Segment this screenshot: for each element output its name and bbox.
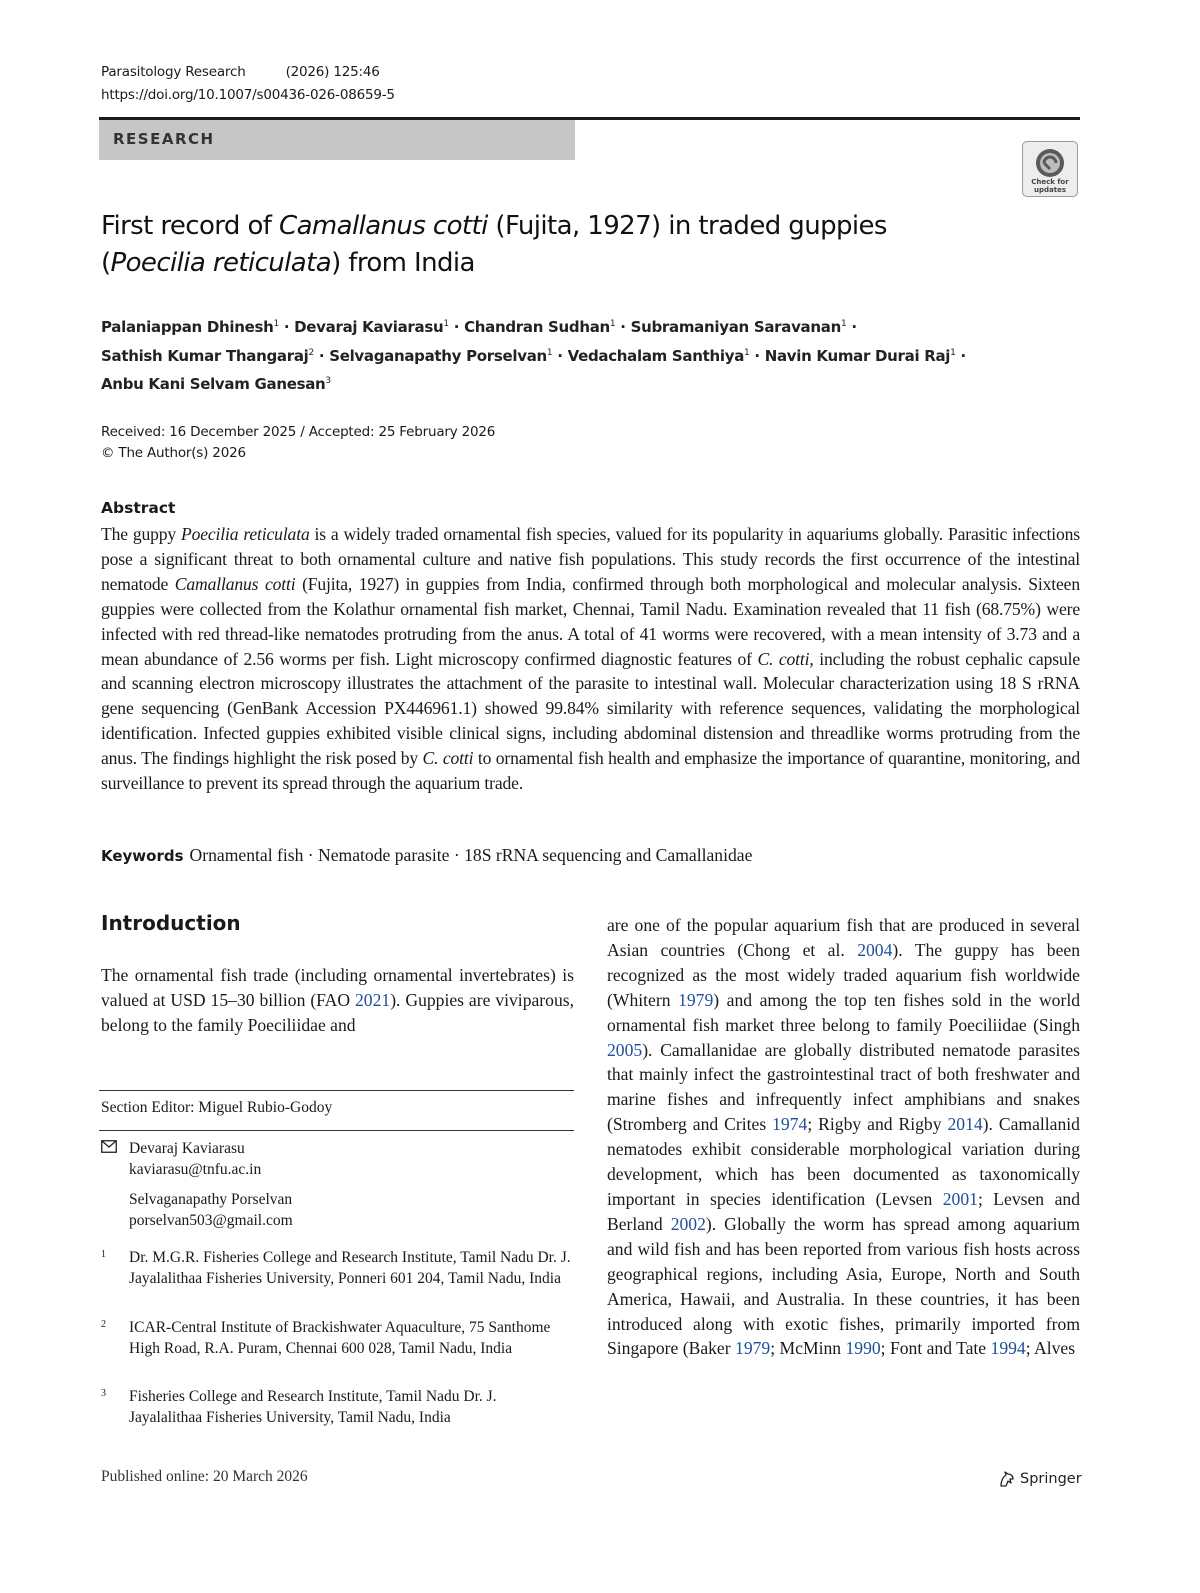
affiliation-text: ICAR-Central Institute of Brackishwater Aquaculture, 75 Santhome High Road, R.A. Puram, Chennai 600 028, Tamil Nadu, India: [129, 1319, 551, 1357]
published-online: Published online: 20 March 2026: [101, 1468, 308, 1485]
title-text: First record of: [101, 211, 280, 241]
journal-name: Parasitology Research: [101, 64, 246, 80]
envelope-icon: [101, 1139, 129, 1231]
section-banner: [99, 120, 575, 160]
section-label: RESEARCH: [113, 130, 215, 148]
author[interactable]: Vedachalam Santhiya$^1$: [567, 346, 750, 365]
citation-link[interactable]: 2002: [670, 1213, 706, 1234]
author[interactable]: Anbu Kani Selvam Ganesan$^3$: [101, 375, 331, 393]
author-list: Palaniappan Dhinesh$^1$ · Devaraj Kaviarasu$^1$ · Chandran Sudhan$^1$ · Subramaniyan Saravanan$^1$ · Sathish Kumar Thangaraj$^2$ · Selvaganapathy Porselvan$^1$ · Vedachalam Santhiya$^1$ · Navin Kumar Durai Raj$^1$ · Anbu Kani Selvam Ganesan$^3$: [101, 318, 966, 393]
keywords-text: Ornamental fish · Nematode parasite · 18S rRNA sequencing and Camallanidae: [189, 845, 753, 865]
title-paren: (: [101, 248, 111, 278]
citation-link[interactable]: 1994: [990, 1338, 1026, 1359]
author[interactable]: Selvaganapathy Porselvan$^1$: [329, 346, 553, 365]
title-host: Poecilia reticulata: [110, 248, 332, 278]
affiliation: [101, 1248, 571, 1289]
check-for-updates-badge[interactable]: [1022, 141, 1078, 197]
citation-link[interactable]: 1974: [772, 1114, 808, 1135]
publisher-logo[interactable]: [997, 1469, 1082, 1489]
affiliation-number: 2: [101, 1319, 106, 1330]
keywords: [101, 845, 1080, 866]
citation-link[interactable]: 2004: [857, 939, 893, 960]
doi-link[interactable]: https://doi.org/10.1007/s00436-026-08659-5: [101, 87, 395, 103]
springer-horse-icon: [997, 1469, 1017, 1489]
affiliation-number: 1: [101, 1249, 106, 1260]
citation: (2026) 125:46: [285, 64, 380, 80]
check-for-updates-icon: [1023, 142, 1077, 196]
affiliation-number: 3: [101, 1388, 106, 1399]
author[interactable]: Devaraj Kaviarasu$^1$: [294, 318, 449, 336]
publisher-name: Springer: [1020, 1471, 1082, 1487]
corr-author-name-2: Selvaganapathy Porselvan: [129, 1191, 293, 1208]
corr-author-email-2[interactable]: porselvan503@gmail.com: [129, 1211, 293, 1229]
author[interactable]: Sathish Kumar Thangaraj$^2$: [101, 346, 314, 365]
citation-link[interactable]: 2021: [355, 989, 391, 1010]
author[interactable]: Subramaniyan Saravanan$^1$: [630, 318, 847, 336]
affiliation: [101, 1318, 571, 1359]
affiliation-text: Fisheries College and Research Institute, Tamil Nadu Dr. J. Jayalalithaa Fisheries University, Tamil Nadu, India: [129, 1388, 497, 1426]
citation-link[interactable]: 1979: [735, 1338, 771, 1359]
author[interactable]: Navin Kumar Durai Raj$^1$: [764, 346, 956, 365]
author[interactable]: Palaniappan Dhinesh$^1$: [101, 318, 279, 336]
intro-left-column: The ornamental fish trade (including ornamental invertebrates) is valued at USD 15–30 billion (FAO 2021). Guppies are viviparous, belong to the family Poeciliidae and: [101, 965, 574, 1035]
title-text-3: ) from India: [331, 248, 475, 278]
abstract-body: The guppy Poecilia reticulata is a widely traded ornamental fish species, valued for its popularity in aquariums globally. Parasitic infections pose a significant threat to both ornamental culture and native fish populations. This study records the first occurrence of the intestinal nematode Camallanus cotti (Fujita, 1927) in guppies from India, confirmed through both morphological and molecular analysis. Sixteen guppies were collected from the Kolathur ornamental fish market, Chennai, Tamil Nadu. Examination revealed that 11 fish (68.75%) were infected with red thread-like nematodes protruding from the anus. A total of 41 worms were recovered, with a mean intensity of 3.73 and a mean abundance of 2.56 worms per fish. Light microscopy confirmed diagnostic features of C. cotti, including the robust cephalic capsule and scanning electron microscopy illustrates the attachment of the parasite to intestinal wall. Molecular characterization using 18 S rRNA gene sequencing (GenBank Accession PX446961.1) showed 99.84% similarity with reference sequences, validating the morphological identification. Infected guppies exhibited visible clinical signs, including abdominal distension and threadlike worms protruding from the anus. The findings highlight the risk posed by C. cotti to ornamental fish health and emphasize the importance of quarantine, monitoring, and surveillance to prevent its spread through the aquarium trade.: [101, 524, 1080, 794]
received-accepted: Received: 16 December 2025 / Accepted: 25 February 2026: [101, 424, 496, 440]
footnote-rule-2: [99, 1130, 574, 1131]
title-text-2: (Fujita, 1927) in traded guppies: [487, 211, 887, 241]
keywords-label: Keywords: [101, 847, 184, 865]
article-dates: [101, 422, 495, 464]
corresponding-authors: [101, 1139, 571, 1231]
introduction-heading: Introduction: [101, 911, 241, 935]
section-editor: Section Editor: Miguel Rubio-Godoy: [101, 1099, 333, 1116]
citation-link[interactable]: 2014: [947, 1114, 983, 1135]
intro-right-column: are one of the popular aquarium fish that are produced in several Asian countries (Chong et al. 2004). The guppy has been recognized as the most widely traded aquarium fish worldwide (Whitern 1979) and among the top ten fishes sold in the world ornamental fish market three belong to family Poeciliidae (Singh 2005). Camallanidae are globally distributed nematode parasites that mainly infect the gastrointestinal tract of both freshwater and marine fishes and infrequently infect amphibians and snakes (Stromberg and Crites 1974; Rigby and Rigby 2014). Camallanid nematodes exhibit considerable morphological variation during development, which has been documented as taxonomically important in species identification (Levsen 2001; Levsen and Berland 2002). Globally the worm has spread among aquarium and wild fish and has been reported from various fish hosts across geographical regions, including Asia, Europe, North and South America, Hawaii, and Australia. In these countries, it has been introduced along with exotic fishes, primarily imported from Singapore (Baker 1979; McMinn 1990; Font and Tate 1994; Alves: [607, 915, 1080, 1359]
copyright-line: © The Author(s) 2026: [101, 445, 246, 461]
citation-link[interactable]: 1990: [845, 1338, 881, 1359]
title-species: Camallanus cotti: [279, 211, 488, 241]
corr-author-name: Devaraj Kaviarasu: [129, 1140, 245, 1157]
citation-link[interactable]: 2001: [942, 1188, 978, 1209]
badge-text-1: Check for: [1031, 178, 1069, 186]
badge-text-2: updates: [1034, 186, 1066, 194]
citation-link[interactable]: 1979: [678, 989, 714, 1010]
affiliation: [101, 1387, 571, 1428]
footnote-rule: [99, 1090, 574, 1091]
abstract-heading: Abstract: [101, 499, 176, 517]
affiliation-text: Dr. M.G.R. Fisheries College and Research Institute, Tamil Nadu Dr. J. Jayalalithaa Fisheries University, Ponneri 601 204, Tamil Nadu, India: [129, 1249, 571, 1287]
citation-link[interactable]: 2005: [607, 1039, 643, 1060]
corr-author-email[interactable]: kaviarasu@tnfu.ac.in: [129, 1160, 262, 1178]
article-title: [101, 208, 1001, 282]
author[interactable]: Chandran Sudhan$^1$: [464, 318, 616, 336]
journal-citation-line: [101, 64, 380, 80]
